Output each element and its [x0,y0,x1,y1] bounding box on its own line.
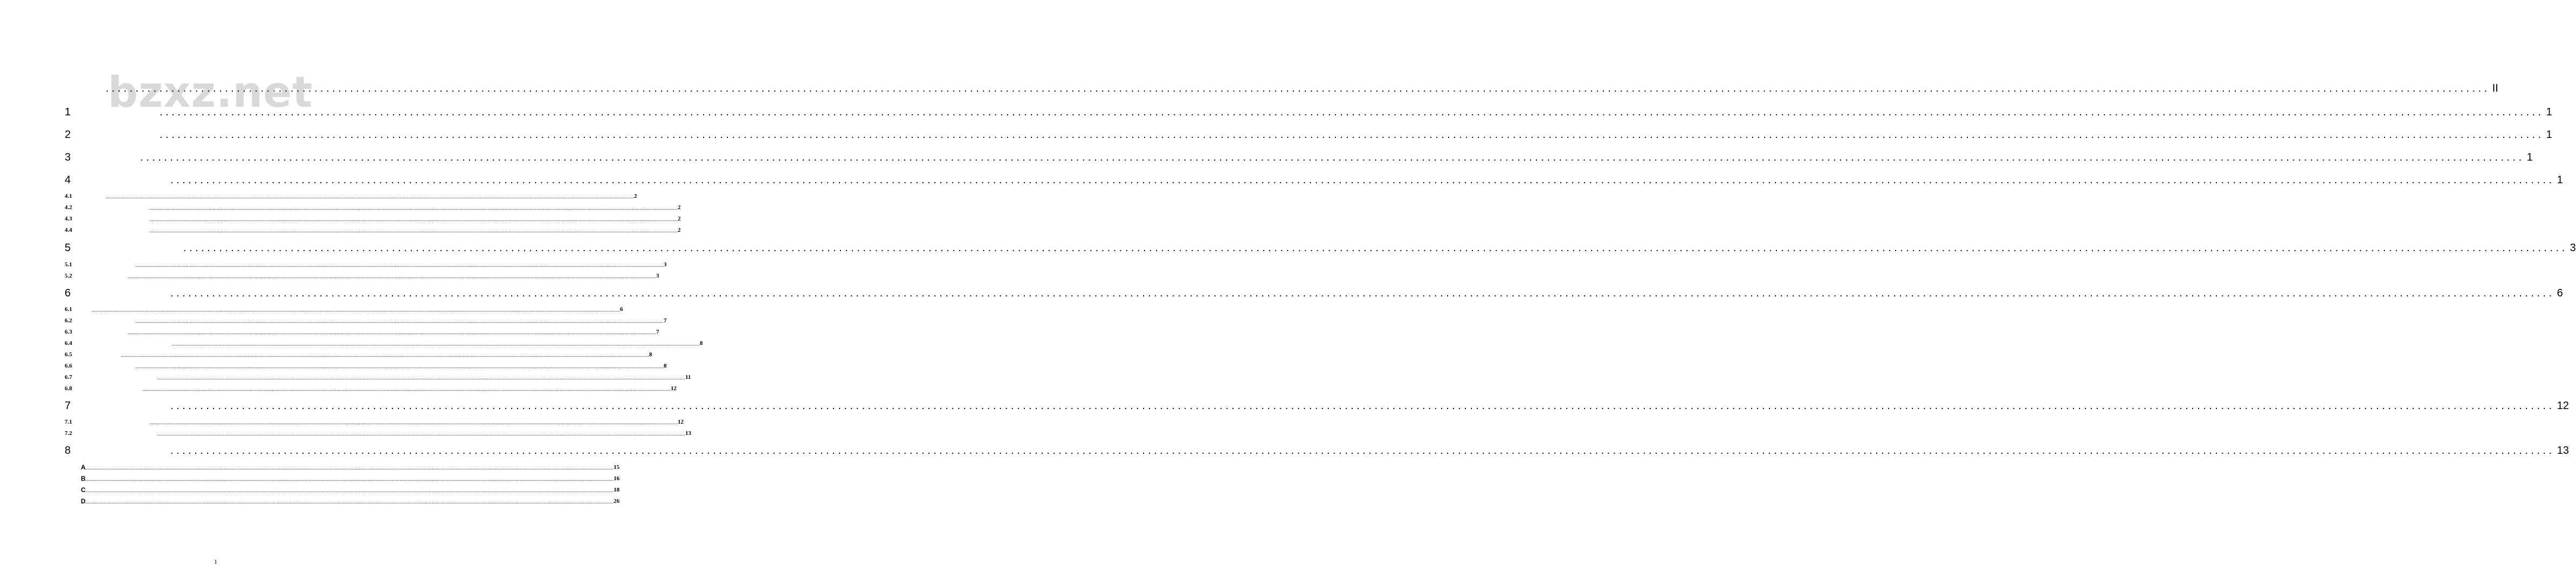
toc-leader-dots: ................................................................................................................................................................................................................................................................................................................................................................................................................ [171,341,700,347]
toc-leader-dots: ................................................................................................................................................................................................................................................................................................................................................................................................................ [85,488,614,493]
toc-entry-page: 1 [2546,129,2552,141]
toc-entry-page: 3 [2570,242,2576,254]
toc-entry[interactable]: 6 ................................................................................................................................................................................................................................................................................................................................................................................................................ 6 [65,287,2563,299]
toc-leader-dots: ................................................................................................................................................................................................................................................................................................................................................................................................................ [135,364,664,369]
toc-entry-page: 6 [2557,287,2563,299]
toc-leader-dots: ................................................................................................................................................................................................................................................................................................................................................................................................................ [149,205,678,211]
toc-leader-dots: ................................................................................................................................................................................................................................................................................................................................................................................................................ [85,476,614,482]
toc-entry[interactable]: 6.3 ................................................................................................................................................................................................................................................................................................................................................................................................................ 7 [65,329,659,335]
toc-entry[interactable]: 6.5 ................................................................................................................................................................................................................................................................................................................................................................................................................ 8 [65,351,652,358]
toc-leader-dots: ................................................................................................................................................................................................................................................................................................................................................................................................................ [106,194,634,199]
toc-entry[interactable]: 6.7 ................................................................................................................................................................................................................................................................................................................................................................................................................ 11 [65,374,691,381]
toc-leader-dots: ................................................................................................................................................................................................................................................................................................................................................................................................................ [128,274,656,279]
toc-entry-page: 12 [2557,400,2569,412]
toc-entry-page: 11 [685,374,691,381]
toc-leader-dots: ................................................................................................................................................................................................................................................................................................................................................................................................................ [106,82,2490,94]
toc-entry[interactable]: 6.6 ................................................................................................................................................................................................................................................................................................................................................................................................................ 8 [65,363,667,369]
toc-entry-page: 8 [700,340,703,347]
toc-leader-dots: ................................................................................................................................................................................................................................................................................................................................................................................................................ [149,217,678,222]
toc-entry-page: 1 [2546,106,2552,118]
toc-leader-dots: ................................................................................................................................................................................................................................................................................................................................................................................................................ [170,445,2555,456]
toc-entry[interactable] [81,486,620,494]
toc-entry[interactable]: 8 ................................................................................................................................................................................................................................................................................................................................................................................................................ 13 [65,445,2569,456]
toc-entry-page: II [2492,82,2498,94]
toc-entry-number: B [81,475,86,482]
toc-entry-page: 13 [2557,445,2569,456]
toc-leader-dots: ................................................................................................................................................................................................................................................................................................................................................................................................................ [85,499,614,504]
toc-entry[interactable]: 4.3 ................................................................................................................................................................................................................................................................................................................................................................................................................ 2 [65,216,681,222]
toc-entry-page: 13 [685,430,691,437]
toc-entry-page: 2 [678,216,681,222]
toc-entry[interactable]: 7.2 ................................................................................................................................................................................................................................................................................................................................................................................................................ 13 [65,430,691,437]
toc-leader-dots: ................................................................................................................................................................................................................................................................................................................................................................................................................ [160,106,2544,118]
toc-leader-dots: ................................................................................................................................................................................................................................................................................................................................................................................................................ [170,174,2555,186]
toc-entry[interactable] [81,464,620,471]
toc-entry[interactable]: 5 ................................................................................................................................................................................................................................................................................................................................................................................................................ 3 [65,242,2576,254]
toc-leader-dots: ................................................................................................................................................................................................................................................................................................................................................................................................................ [135,319,664,324]
toc-entry[interactable]: 6.4 ................................................................................................................................................................................................................................................................................................................................................................................................................ 8 [65,340,703,347]
toc-entry[interactable]: 3 ................................................................................................................................................................................................................................................................................................................................................................................................................ 1 [65,151,2533,163]
toc-leader-dots: ................................................................................................................................................................................................................................................................................................................................................................................................................ [170,287,2555,299]
toc-leader-dots: ................................................................................................................................................................................................................................................................................................................................................................................................................ [149,420,678,425]
toc-leader-dots: ................................................................................................................................................................................................................................................................................................................................................................................................................ [170,400,2555,412]
toc-leader-dots: ................................................................................................................................................................................................................................................................................................................................................................................................................ [128,330,656,335]
toc-entry[interactable]: 4.1 ................................................................................................................................................................................................................................................................................................................................................................................................................ 2 [65,193,637,199]
watermark: bzxz.net [108,68,313,117]
toc-entry-page: 12 [678,419,684,425]
toc-entry-number: D [81,497,86,505]
toc-entry-page: 1 [2557,174,2563,186]
toc-entry[interactable]: 2 ................................................................................................................................................................................................................................................................................................................................................................................................................ 1 [65,129,2552,141]
toc-entry-page: 8 [664,363,667,369]
toc-entry[interactable]: 4.2 ................................................................................................................................................................................................................................................................................................................................................................................................................ 2 [65,204,681,211]
toc-entry[interactable]: 1 ................................................................................................................................................................................................................................................................................................................................................................................................................ 1 [65,106,2552,118]
page-number: 1 [214,558,217,565]
toc-entry-page: 6 [620,306,623,313]
toc-entry-page: 15 [614,464,620,471]
toc-leader-dots: ................................................................................................................................................................................................................................................................................................................................................................................................................ [160,129,2544,141]
toc-leader-dots: ................................................................................................................................................................................................................................................................................................................................................................................................................ [149,228,678,233]
toc-entry[interactable]: 6.8 ................................................................................................................................................................................................................................................................................................................................................................................................................ 12 [65,385,677,392]
toc-entry-page: 3 [664,261,667,268]
toc-entry-page: 26 [614,498,620,504]
toc-entry-page: 2 [678,204,681,211]
toc-entry-page: 12 [671,385,677,392]
toc-entry-page: 7 [656,329,659,335]
toc-entry[interactable] [81,475,620,482]
toc-entry-page: 7 [664,317,667,324]
toc-entry-page: 8 [649,351,652,358]
toc-entry[interactable]: 5.1 ................................................................................................................................................................................................................................................................................................................................................................................................................ 3 [65,261,667,268]
toc-leader-dots: ................................................................................................................................................................................................................................................................................................................................................................................................................ [135,262,664,268]
toc-entry[interactable]: 5.2 ................................................................................................................................................................................................................................................................................................................................................................................................................ 3 [65,273,659,279]
toc-leader-dots: ................................................................................................................................................................................................................................................................................................................................................................................................................ [157,375,685,381]
toc-leader-dots: ................................................................................................................................................................................................................................................................................................................................................................................................................ [183,242,2568,254]
toc-entry[interactable]: 6.1 ................................................................................................................................................................................................................................................................................................................................................................................................................ 6 [65,306,623,313]
toc-entry[interactable]: 4.4 ................................................................................................................................................................................................................................................................................................................................................................................................................ 2 [65,227,681,233]
toc-entry-page: 2 [634,193,637,199]
toc-entry[interactable] [81,497,620,505]
toc-entry-page: 16 [614,475,620,482]
toc-entry-page: 1 [2526,151,2533,163]
toc-entry-number: C [81,486,86,494]
toc-entry-page: 18 [614,487,620,493]
toc-leader-dots: ................................................................................................................................................................................................................................................................................................................................................................................................................ [142,386,671,392]
toc-leader-dots: ................................................................................................................................................................................................................................................................................................................................................................................................................ [140,151,2525,163]
toc-entry[interactable]: 6.2 ................................................................................................................................................................................................................................................................................................................................................................................................................ 7 [65,317,667,324]
toc-leader-dots: ................................................................................................................................................................................................................................................................................................................................................................................................................ [157,431,685,437]
toc-leader-dots: ................................................................................................................................................................................................................................................................................................................................................................................................................ [92,307,620,313]
toc-entry-page: 3 [656,273,659,279]
toc-leader-dots: ................................................................................................................................................................................................................................................................................................................................................................................................................ [121,352,649,358]
toc-entry[interactable]: 4 ................................................................................................................................................................................................................................................................................................................................................................................................................ 1 [65,174,2563,186]
toc-entry[interactable] [65,82,2498,95]
toc-entry[interactable]: 7 ................................................................................................................................................................................................................................................................................................................................................................................................................ 12 [65,400,2569,412]
toc-entry-number: A [81,464,86,471]
toc-leader-dots: ................................................................................................................................................................................................................................................................................................................................................................................................................ [85,465,614,471]
toc-entry[interactable]: 7.1 ................................................................................................................................................................................................................................................................................................................................................................................................................ 12 [65,419,684,425]
toc-entry-page: 2 [678,227,681,233]
